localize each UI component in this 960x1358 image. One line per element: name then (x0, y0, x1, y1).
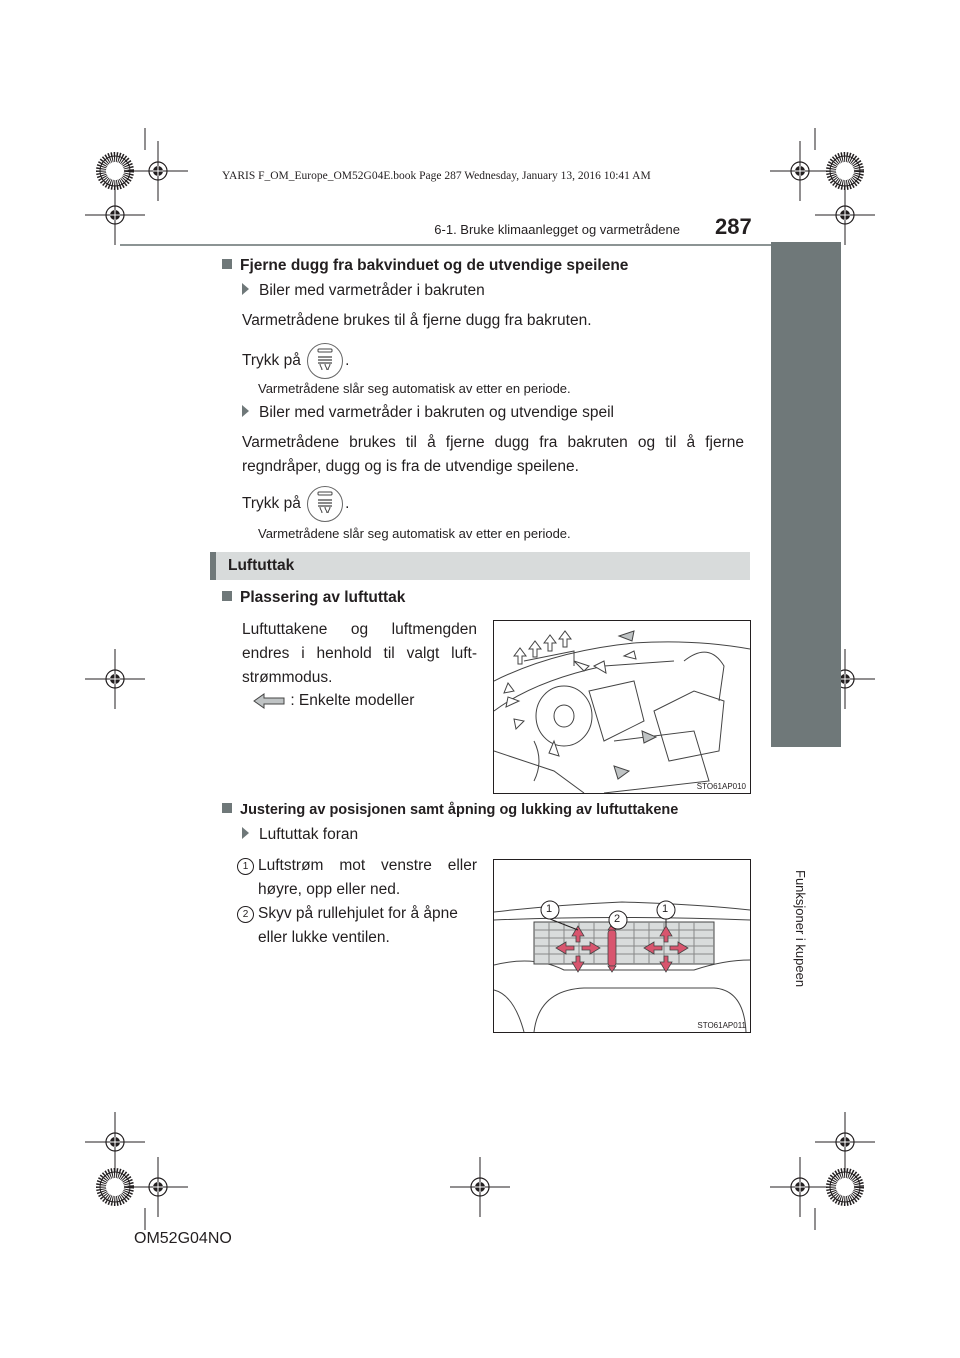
step-1-line-b: høyre, opp eller ned. (258, 881, 401, 898)
document-code: OM52G04NO (134, 1230, 232, 1247)
step-1-line-a: Luftstrøm mot venstre eller (258, 857, 477, 874)
figure-front-vents (493, 859, 751, 1033)
rear-defogger-icon (307, 343, 343, 379)
press-line-2: Trykk på . (242, 486, 349, 522)
vent-para-2: endres i henhold til valgt luft- (242, 645, 477, 662)
bullet-triangle-icon (242, 827, 249, 839)
vent-para-3: strømmodus. (242, 669, 333, 686)
vent-para-1: Luftuttakene og luftmengden (242, 621, 477, 638)
legend-line: : Enkelte modeller (252, 688, 414, 713)
heading-square-icon (222, 259, 232, 269)
rear-defogger-icon (307, 486, 343, 522)
bullet-front-vents: Luftuttak foran (242, 826, 358, 844)
bullet-rear-wire: Biler med varmetråder i bakruten (242, 282, 485, 300)
step-2-line-a: Skyv på rullehjulet for å åpne (258, 905, 458, 922)
para-rear-wire: Varmetrådene brukes til å fjerne dugg fra bakruten. (242, 312, 592, 329)
figure-vent-locations (493, 620, 751, 794)
step-number-1: 1 (237, 856, 254, 875)
para-mirror-b: regndråper, dugg og is fra de utvendige speilene. (242, 458, 579, 475)
step-number-2: 2 (237, 904, 254, 923)
para-mirror-a: Varmetrådene brukes til å fjerne dugg fra bakruten og til å fjerne (242, 434, 744, 451)
note-1: Varmetrådene slår seg automatisk av etter en periode. (258, 381, 571, 396)
heading-defog: Fjerne dugg fra bakvinduet og de utvendige speilene (222, 257, 628, 275)
callout-1-left: 1 (546, 903, 553, 915)
heading-vent-adjust: Justering av posisjonen samt åpning og lukking av luftuttakene (222, 802, 678, 818)
chapter-side-label: Funksjoner i kupeen (793, 870, 808, 988)
chapter-title: 6-1. Bruke klimaanlegget og varmetrådene (434, 222, 680, 237)
press-line-1: Trykk på . (242, 343, 349, 379)
figure-code-2: STO61AP011 (697, 1021, 746, 1030)
figure-code-1: STO61AP010 (696, 782, 746, 791)
header-rule (120, 244, 841, 246)
chapter-side-tab (771, 242, 841, 747)
callout-1-right: 1 (662, 903, 669, 915)
heading-square-icon (222, 803, 232, 813)
front-vent-illustration (494, 860, 750, 1032)
callout-2: 2 (614, 913, 621, 925)
book-stamp: YARIS F_OM_Europe_OM52G04E.book Page 287 Wednesday, January 13, 2016 10:41 AM (222, 170, 651, 182)
step-2-line-b: eller lukke ventilen. (258, 929, 390, 946)
heading-vent-location: Plassering av luftuttak (222, 589, 405, 607)
section-title-bar (210, 552, 750, 580)
page-number: 287 (715, 214, 752, 239)
bullet-rear-mirror: Biler med varmetråder i bakruten og utvendige speil (242, 404, 614, 422)
bullet-triangle-icon (242, 283, 249, 295)
note-2: Varmetrådene slår seg automatisk av etter en periode. (258, 526, 571, 541)
section-title: Luftuttak (228, 557, 295, 574)
bullet-triangle-icon (242, 405, 249, 417)
chapter-number: 6 (802, 762, 810, 778)
cabin-illustration (494, 621, 750, 793)
gray-arrow-icon (252, 693, 286, 709)
heading-square-icon (222, 591, 232, 601)
